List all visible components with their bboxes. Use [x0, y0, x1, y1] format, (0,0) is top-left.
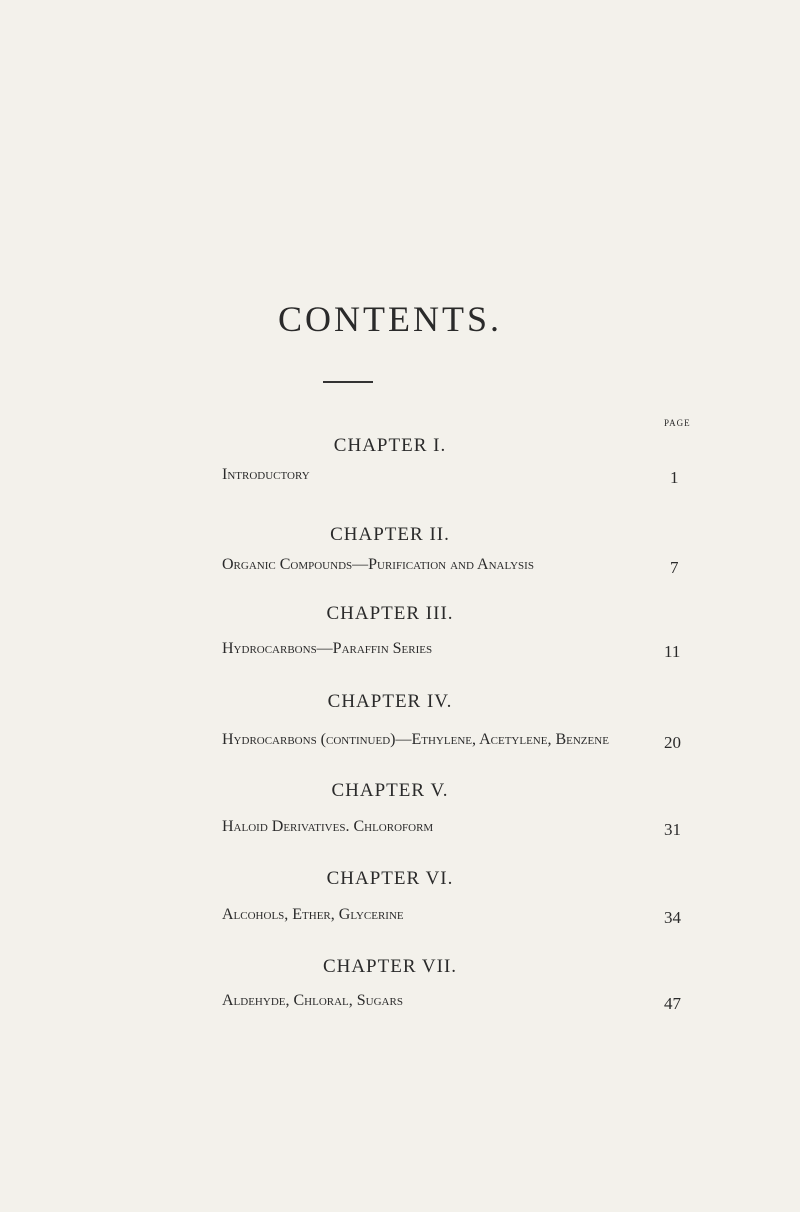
chapter-heading: CHAPTER IV. [327, 691, 453, 712]
page-number[interactable]: 47 [664, 994, 681, 1013]
page-title: CONTENTS. [278, 299, 502, 339]
page-number[interactable]: 11 [664, 642, 681, 661]
chapter-entry-title[interactable]: Hydrocarbons (continued)—Ethylene, Acetylene, Benzene [222, 731, 609, 748]
chapter-entry-title[interactable]: Organic Compounds—Purification and Analysis [222, 556, 534, 573]
chapter-entry-title[interactable]: Aldehyde, Chloral, Sugars [222, 992, 403, 1009]
chapter-heading: CHAPTER VI. [326, 868, 454, 889]
chapter-entry-title[interactable]: Alcohols, Ether, Glycerine [222, 906, 404, 923]
page-number[interactable]: 31 [664, 820, 681, 839]
chapter-heading: CHAPTER II. [330, 524, 450, 545]
chapter-entry-title[interactable]: Haloid Derivatives. Chloroform [222, 818, 434, 835]
chapter-heading: CHAPTER VII. [322, 956, 458, 977]
page-column-label: PAGE [664, 418, 691, 428]
chapter-entry-title[interactable]: Introductory [222, 466, 310, 483]
divider [323, 381, 373, 383]
page-number[interactable]: 1 [670, 468, 679, 487]
chapter-heading: CHAPTER III. [326, 603, 454, 624]
page-number[interactable]: 7 [670, 558, 679, 577]
chapter-entry-title[interactable]: Hydrocarbons—Paraffin Series [222, 640, 433, 657]
chapter-heading: CHAPTER I. [333, 435, 447, 456]
page-number[interactable]: 34 [664, 908, 681, 927]
page-number[interactable]: 20 [664, 733, 681, 752]
chapter-heading: CHAPTER V. [331, 780, 449, 801]
